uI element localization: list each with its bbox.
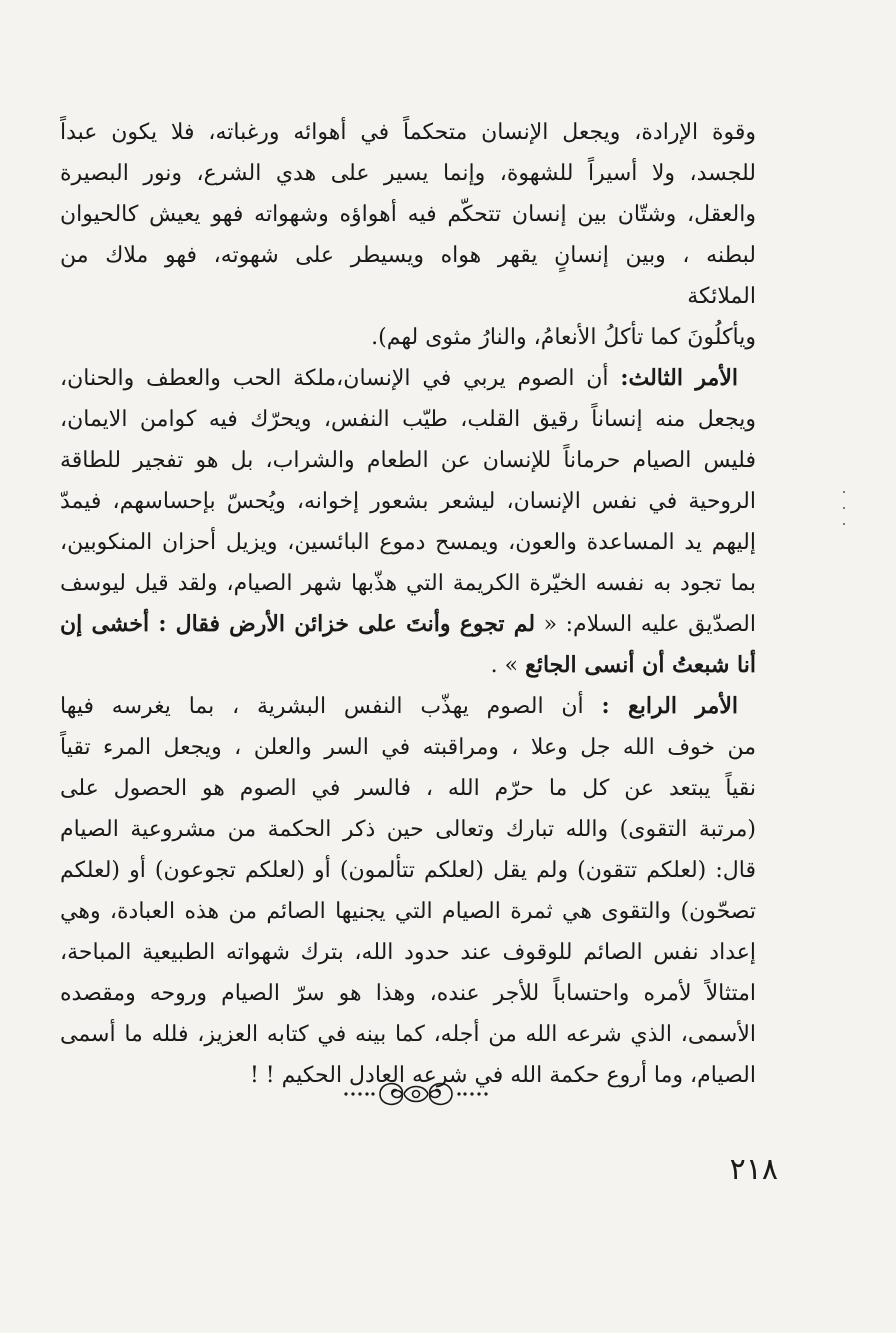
- paragraph-first-line: [60, 358, 756, 399]
- text-line: (مرتبة التقوى) والله تبارك وتعالى حين ذكر الحكمة من مشروعية الصيام: [60, 817, 756, 842]
- text-line: الصيام، وما أروع حكمة الله في شرعه العادل الحكيم ! !: [249, 1063, 756, 1088]
- text-line: قال: (لعلكم تتقون) ولم يقل (لعلكم تتألمون) أو (لعلكم تجوعون) أو (لعلكم: [60, 858, 756, 883]
- text-line: بما تجود به نفسه الخيّرة الكريمة التي هذّبها شهر الصيام، ولقد قيل ليوسف: [60, 571, 756, 596]
- text-line: وقوة الإرادة، ويجعل الإنسان متحكماً في أهوائه ورغباته، فلا يكون عبداً: [60, 120, 756, 145]
- page-body: [60, 112, 756, 1096]
- text-line: للجسد، ولا أسيراً للشهوة، وإنما يسير على هدي الشرع، ونور البصيرة: [60, 161, 756, 186]
- text-line: فليس الصيام حرماناً للإنسان عن الطعام والشراب، بل هو تفجير للطاقة: [60, 448, 756, 473]
- text-span: أن الصوم يهذّب النفس البشرية ، بما يغرسه فيها: [60, 694, 584, 719]
- text-line: الروحية في نفس الإنسان، ليشعر بشعور إخوانه، ويُحسّ بإحساسهم، فيمدّ: [60, 489, 756, 514]
- text-line: والعقل، وشتّان بين إنسان تتحكّم فيه أهواؤه وشهواته فهو يعيش كالحيوان: [60, 202, 756, 227]
- margin-mark: [842, 488, 846, 528]
- text-line: الأسمى، الذي شرعه الله من أجله، كما بينه في كتابه العزيز، فلله ما أسمى: [60, 1022, 756, 1047]
- paragraph-first-line: [60, 686, 756, 727]
- text-span: » .: [490, 653, 519, 678]
- quote-line: [60, 604, 756, 645]
- text-span: الصدّيق عليه السلام: «: [543, 612, 756, 637]
- text-line: من خوف الله جل وعلا ، ومراقبته في السر والعلن ، ويجعل المرء تقياً: [60, 735, 756, 760]
- quote-line: [60, 645, 756, 686]
- quote-text: لم تجوع وأنتَ على خزائن الأرض فقال : أخشى إن: [60, 611, 536, 637]
- page-number: ٢١٨: [729, 1152, 778, 1187]
- text-line: إعداد نفس الصائم للوقوف عند حدود الله، بترك شهواته الطبيعية المباحة،: [60, 940, 756, 965]
- text-line: ويأكلُونَ كما تأكلُ الأنعامُ، والنارُ مثوى لهم).: [371, 325, 756, 350]
- text-line: تصحّون) والتقوى هي ثمرة الصيام التي يجنيها الصائم من هذه العبادة، وهي: [60, 899, 756, 924]
- floral-ornament-icon: [340, 1072, 492, 1116]
- text-line: الملائكة: [687, 284, 756, 309]
- text-line: إليهم يد المساعدة والعون، ويمسح دموع البائسين، ويزيل أحزان المنكوبين،: [60, 530, 756, 555]
- text-span: أن الصوم يربي في الإنسان،ملكة الحب والعطف والحنان،: [60, 366, 609, 391]
- quote-text: أنا شبعتُ أن أنسى الجائع: [525, 652, 756, 678]
- section-heading-fourth: الأمر الرابع :: [601, 693, 738, 719]
- section-heading-third: الأمر الثالث:: [620, 365, 739, 391]
- text-line: امتثالاً لأمره واحتساباً للأجر عنده، وهذا هو سرّ الصيام وروحه ومقصده: [60, 981, 756, 1006]
- text-line: ويجعل منه إنساناً رقيق القلب، طيّب النفس، ويحرّك فيه كوامن الايمان،: [60, 407, 756, 432]
- text-line: نقياً يبتعد عن كل ما حرّم الله ، فالسر في الصوم هو الحصول على: [60, 776, 756, 801]
- text-line: لبطنه ، وبين إنسانٍ يقهر هواه ويسيطر على شهوته، فهو ملاك من: [60, 243, 756, 268]
